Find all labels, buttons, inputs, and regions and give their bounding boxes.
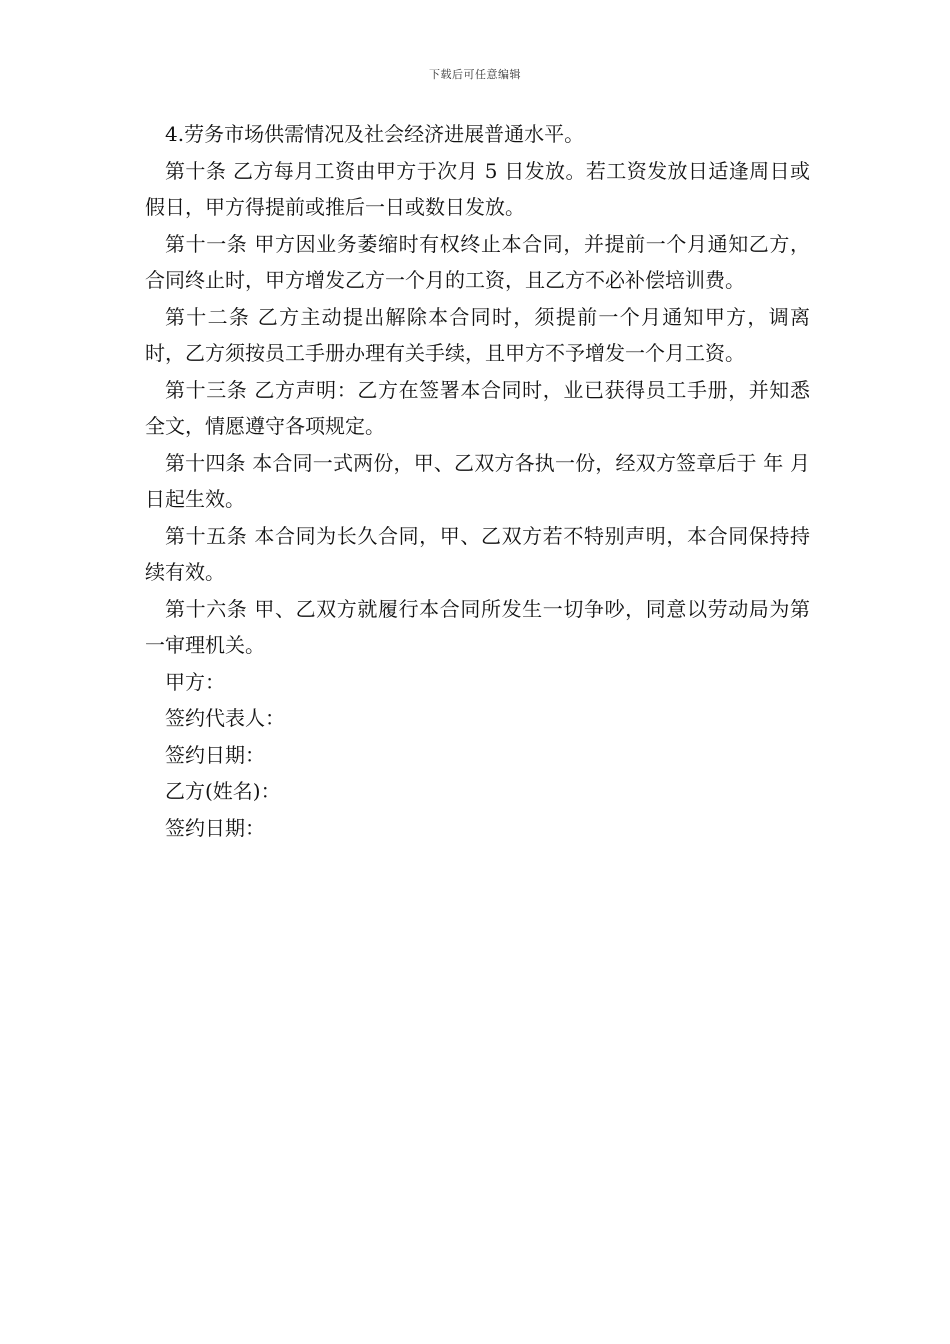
signature-party-b: 乙方(姓名)： <box>165 779 281 803</box>
signature-date-b: 签约日期： <box>165 815 265 840</box>
clause-12: 第十二条 乙方主动提出解除本合同时，须提前一个月通知甲方，调离时，乙方须按员工手册办理有关手续，且甲方不予增发一个月工资。 <box>145 304 810 365</box>
page-header: 下载后可任意编辑 <box>429 68 521 81</box>
clause-15: 第十五条 本合同为长久合同，甲、乙双方若不特别声明，本合同保持持续有效。 <box>145 523 810 584</box>
clause-11: 第十一条 甲方因业务萎缩时有权终止本合同，并提前一个月通知乙方，合同终止时，甲方增发乙方一个月的工资，且乙方不必补偿培训费。 <box>145 231 810 292</box>
clause-14: 第十四条 本合同一式两份，甲、乙双方各执一份，经双方签章后于 年 月 日起生效。 <box>145 450 810 511</box>
signature-party-a: 甲方： <box>165 669 225 694</box>
signature-representative: 签约代表人： <box>165 706 285 730</box>
clause-item-4: 4.劳务市场供需情况及社会经济进展普通水平。 <box>165 122 585 146</box>
clause-10: 第十条 乙方每月工资由甲方于次月 5 日发放。若工资发放日适逢周日或假日，甲方得提前或推后一日或数日发放。 <box>145 158 810 219</box>
contract-body <box>145 116 810 846</box>
clause-16: 第十六条 甲、乙双方就履行本合同所发生一切争吵，同意以劳动局为第一审理机关。 <box>145 596 810 657</box>
signature-date-a: 签约日期： <box>165 742 265 767</box>
clause-13: 第十三条 乙方声明：乙方在签署本合同时，业已获得员工手册，并知悉全文，情愿遵守各项规定。 <box>145 377 810 438</box>
